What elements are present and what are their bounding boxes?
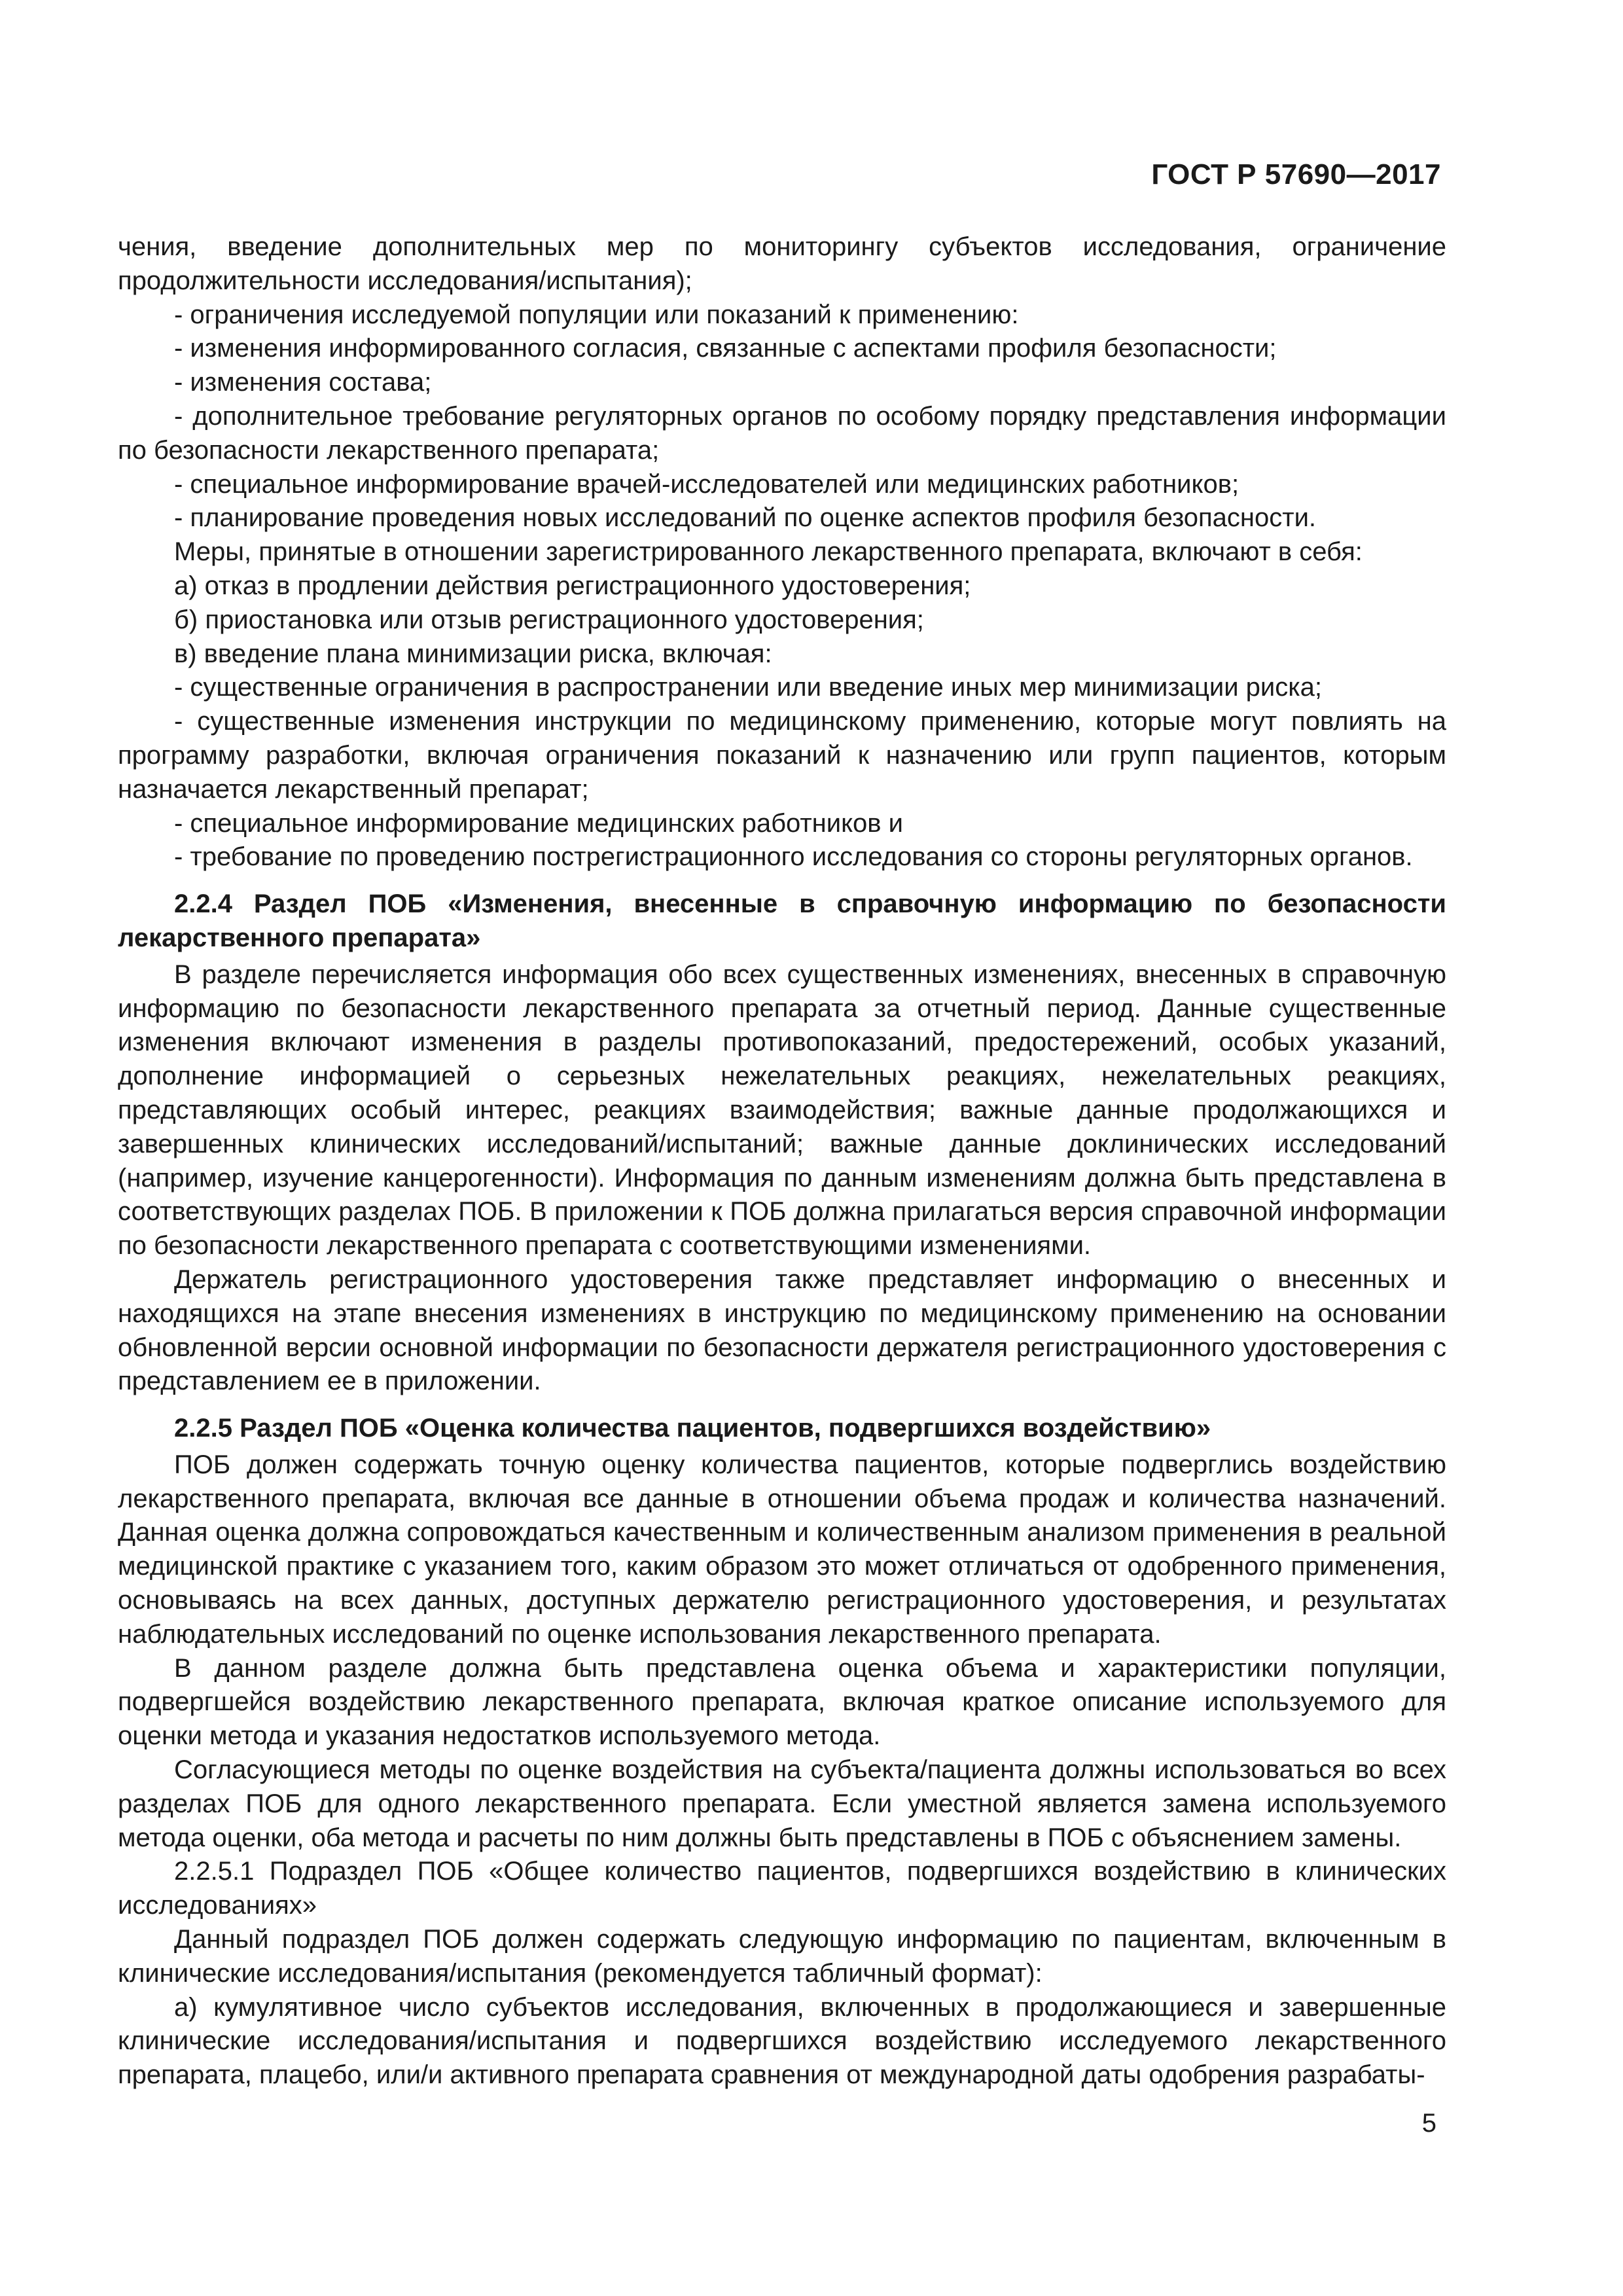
paragraph: - дополнительное требование регуляторных органов по особому порядку представления информации по безопасности лекарственного препарата;	[118, 401, 1446, 465]
paragraph: ПОБ должен содержать точную оценку количества пациентов, которые подверглись воздействию лекарственного препарата, включая все данные в отношении объема продаж и количества назначений. Данная оценка должна сопровождаться качественным и количественным анализом применения в реальной медицинской практике с указанием того, каким образом это может отличаться от одобренного применения, основываясь на всех данных, доступных держателю регистрационного удостоверения, и результатах наблюдательных исследований по оценке использования лекарственного препарата.	[118, 1450, 1446, 1649]
paragraph: Меры, принятые в отношении зарегистрированного лекарственного препарата, включают в себя:	[174, 537, 1363, 567]
paragraph: а) отказ в продлении действия регистрационного удостоверения;	[174, 571, 971, 600]
paragraph: - планирование проведения новых исследований по оценке аспектов профиля безопасности.	[174, 503, 1317, 533]
section-heading: 2.2.4 Раздел ПОБ «Изменения, внесенные в справочную информацию по безопасности лекарственного препарата»	[118, 889, 1446, 952]
paragraph: б) приостановка или отзыв регистрационного удостоверения;	[174, 605, 924, 634]
section-heading: 2.2.5 Раздел ПОБ «Оценка количества пациентов, подвергшихся воздействию»	[174, 1414, 1211, 1443]
paragraph: - специальное информирование медицинских работников и	[174, 808, 904, 838]
paragraph: в) введение плана минимизации риска, включая:	[174, 639, 772, 668]
paragraph: - изменения состава;	[174, 368, 432, 397]
paragraph: чения, введение дополнительных мер по мониторингу субъектов исследования, ограничение продолжительности исследования/испытания);	[118, 232, 1446, 295]
paragraph: В разделе перечисляется информация обо всех существенных изменениях, внесенных в справочную информацию по безопасности лекарственного препарата за отчетный период. Данные существенные изменения включают изменения в разделы противопоказаний, предостережений, особых указаний, дополнение информацией о серьезных нежелательных реакциях, нежелательных реакциях, представляющих особый интерес, реакциях взаимодействия; важные данные продолжающихся и завершенных клинических исследований/испытаний; важные данные доклинических исследований (например, изучение канцерогенности). Информация по данным изменениям должна быть представлена в соответствующих разделах ПОБ. В приложении к ПОБ должна прилагаться версия справочной информации по безопасности лекарственного препарата с соответствующими изменениями.	[118, 960, 1446, 1261]
document-body	[118, 230, 1446, 2092]
paragraph: В данном разделе должна быть представлена оценка объема и характеристики популяции, подвергшейся воздействию лекарственного препарата, включая краткое описание используемого для оценки метода и указания недостатков используемого метода.	[118, 1653, 1446, 1751]
paragraph: - существенные ограничения в распространении или введение иных мер минимизации риска;	[174, 673, 1322, 702]
paragraph: - требование по проведению пострегистрационного исследования со стороны регуляторных органов.	[174, 842, 1413, 872]
paragraph: - существенные изменения инструкции по медицинскому применению, которые могут повлиять на программу разработки, включая ограничения показаний к назначению или групп пациентов, которым назначается лекарственный препарат;	[118, 707, 1446, 804]
paragraph: - специальное информирование врачей-исследователей или медицинских работников;	[174, 469, 1240, 499]
paragraph: - ограничения исследуемой популяции или показаний к применению:	[174, 300, 1019, 329]
paragraph: Держатель регистрационного удостоверения также представляет информацию о внесенных и находящихся на этапе внесения изменениях в инструкцию по медицинскому применению на основании обновленной версии основной информации по безопасности держателя регистрационного удостоверения с представлением ее в приложении.	[118, 1265, 1446, 1396]
standard-code-header: ГОСТ Р 57690—2017	[1151, 158, 1441, 190]
page-number: 5	[1421, 2109, 1436, 2138]
paragraph: - изменения информированного согласия, связанные с аспектами профиля безопасности;	[174, 334, 1277, 363]
paragraph: Согласующиеся методы по оценке воздействия на субъекта/пациента должны использоваться во всех разделах ПОБ для одного лекарственного препарата. Если уместной является замена используемого метода оценки, оба метода и расчеты по ним должны быть представлены в ПОБ с объяснением замены.	[118, 1755, 1446, 1852]
paragraph: 2.2.5.1 Подраздел ПОБ «Общее количество пациентов, подвергшихся воздействию в клинических исследованиях»	[118, 1857, 1446, 1920]
paragraph: Данный подраздел ПОБ должен содержать следующую информацию по пациентам, включенным в клинические исследования/испытания (рекомендуется табличный формат):	[118, 1925, 1446, 1988]
paragraph: а) кумулятивное число субъектов исследования, включенных в продолжающиеся и завершенные клинические исследования/испытания и подвергшихся воздействию исследуемого лекарственного препарата, плацебо, или/и активного препарата сравнения от международной даты одобрения разрабаты-	[118, 1992, 1446, 2090]
